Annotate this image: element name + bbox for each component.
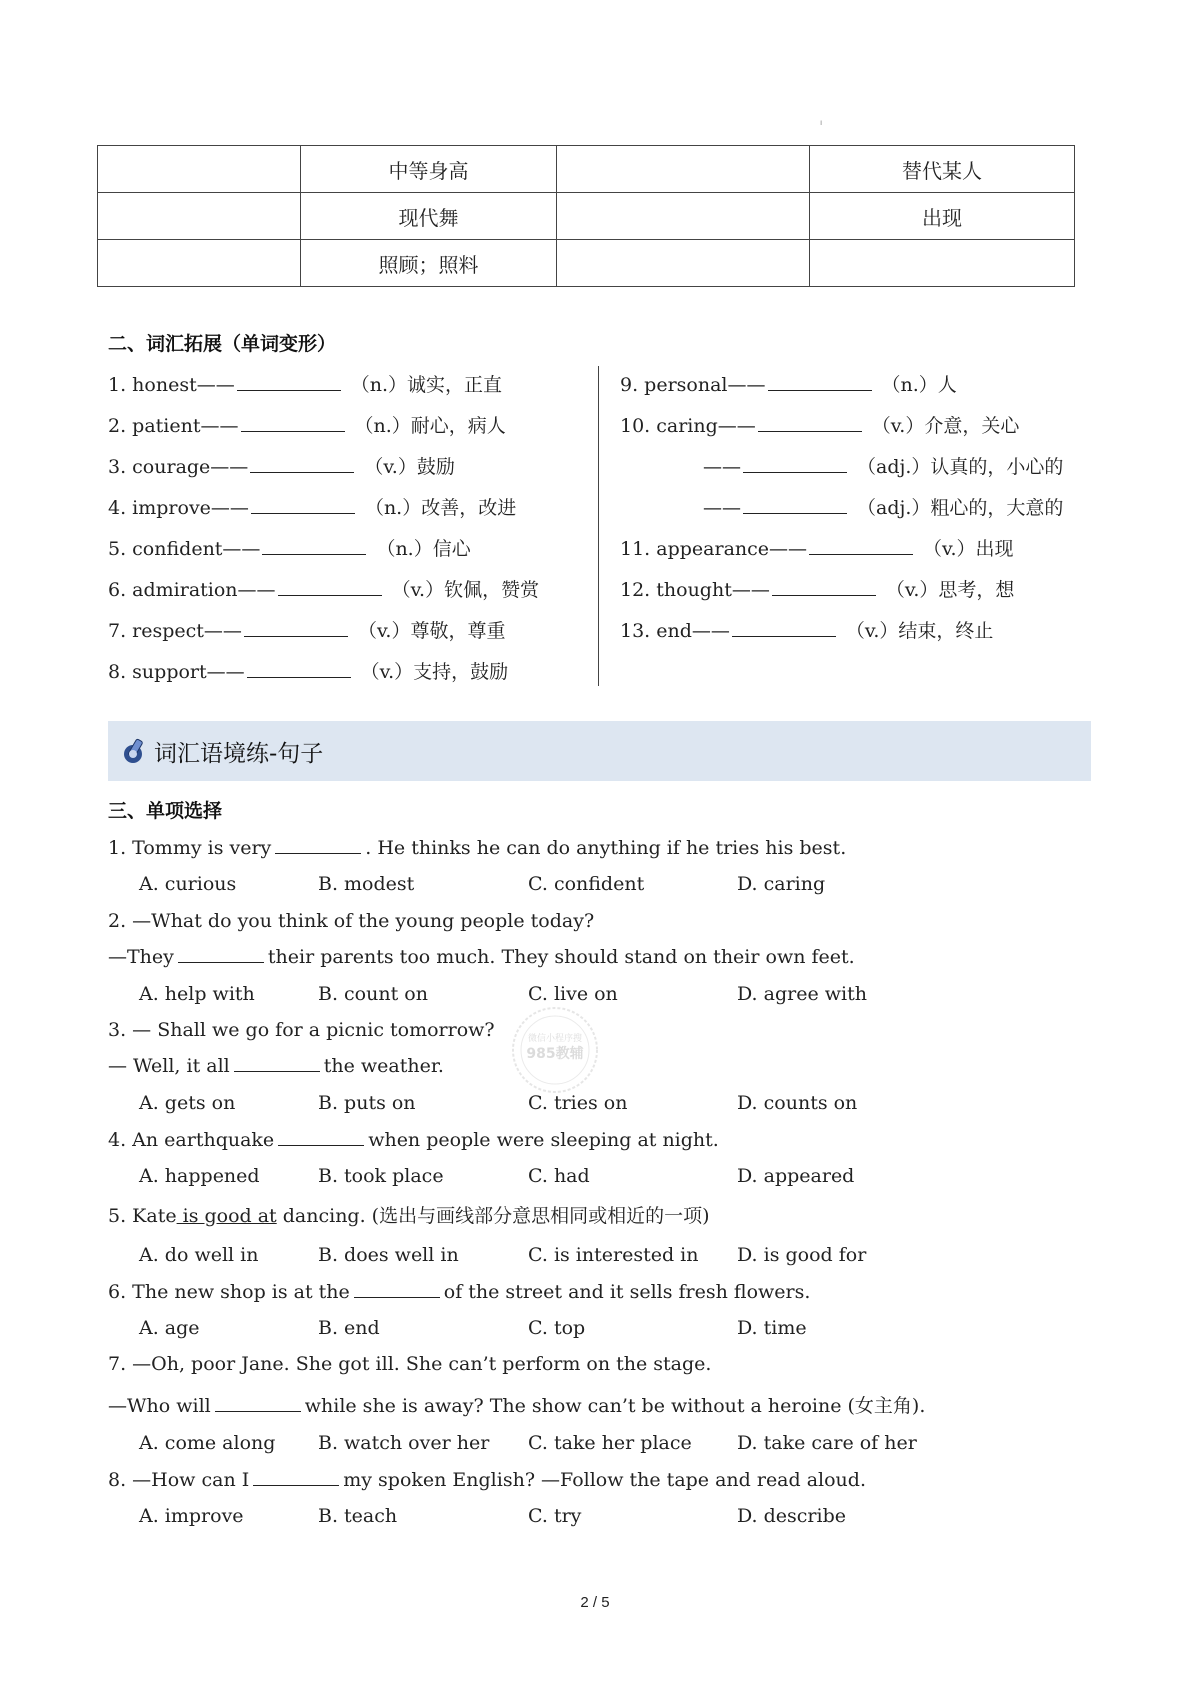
option-c[interactable]: C. confident <box>528 873 645 895</box>
question-7-line: 7. —Oh, poor Jane. She got ill. She can’t perform on the stage. <box>108 1353 712 1375</box>
watermark-seal <box>510 1005 600 1095</box>
option-d[interactable]: D. take care of her <box>737 1432 917 1454</box>
word-form-item <box>108 616 505 643</box>
word-form-gloss: （n.）信心 <box>376 538 471 560</box>
word-form-word: 12. thought—— <box>620 579 770 601</box>
option-c[interactable]: C. live on <box>528 983 618 1005</box>
word-form-gloss: （n.）改善，改进 <box>364 497 517 519</box>
table-cell <box>98 193 301 240</box>
word-form-item <box>108 452 455 479</box>
word-form-item <box>703 452 1063 479</box>
table-cell <box>98 146 301 193</box>
word-form-item <box>108 493 516 520</box>
section-title: 二、词汇拓展（单词变形） <box>108 333 337 355</box>
word-form-item <box>620 411 1019 438</box>
option-a[interactable]: A. do well in <box>139 1244 259 1266</box>
answer-blank[interactable] <box>743 454 847 473</box>
question-text: . He thinks he can do anything if he tries his best. <box>365 837 847 859</box>
question-2 <box>108 946 855 968</box>
word-form-gloss: （v.）支持，鼓励 <box>360 661 509 683</box>
word-form-word: 4. improve—— <box>108 497 249 519</box>
option-d[interactable]: D. describe <box>737 1505 846 1527</box>
option-c[interactable]: C. tries on <box>528 1092 628 1114</box>
word-form-word: 1. honest—— <box>108 374 235 396</box>
question-6 <box>108 1281 810 1303</box>
pencil-icon <box>122 737 148 765</box>
answer-blank[interactable] <box>241 413 345 432</box>
question-text: while she is away? The show can’t be without a heroine (女主角). <box>304 1395 926 1417</box>
question-text: my spoken English? —Follow the tape and read aloud. <box>343 1469 866 1491</box>
option-d[interactable]: D. time <box>737 1317 807 1339</box>
answer-blank[interactable] <box>247 659 351 678</box>
question-text: —They <box>108 946 174 968</box>
answer-blank[interactable] <box>278 1129 364 1146</box>
answer-blank[interactable] <box>244 618 348 637</box>
table-cell <box>98 240 301 287</box>
answer-blank[interactable] <box>732 618 836 637</box>
word-form-item <box>620 534 1014 561</box>
word-form-word: 9. personal—— <box>620 374 766 396</box>
word-form-word: 8. support—— <box>108 661 245 683</box>
question-text: dancing. (选出与画线部分意思相同或相近的一项) <box>276 1205 710 1227</box>
answer-blank[interactable] <box>250 454 354 473</box>
section-title: 三、单项选择 <box>108 800 223 822</box>
option-a[interactable]: A. help with <box>139 983 255 1005</box>
option-a[interactable]: A. happened <box>139 1165 260 1187</box>
word-form-gloss: （v.）鼓励 <box>364 456 455 478</box>
option-b[interactable]: B. teach <box>318 1505 398 1527</box>
table-cell <box>810 240 1075 287</box>
option-a[interactable]: A. gets on <box>139 1092 236 1114</box>
option-b[interactable]: B. end <box>318 1317 380 1339</box>
answer-blank[interactable] <box>275 837 361 854</box>
option-b[interactable]: B. count on <box>318 983 428 1005</box>
question-text: —Who will <box>108 1395 211 1417</box>
word-form-item <box>108 370 502 397</box>
option-a[interactable]: A. curious <box>139 873 237 895</box>
question-text: the weather. <box>323 1055 444 1077</box>
stray-mark: ı <box>820 118 823 127</box>
word-form-gloss: （n.）诚实，正直 <box>350 374 502 396</box>
table-cell <box>557 193 810 240</box>
option-b[interactable]: B. watch over her <box>318 1432 490 1454</box>
table-cell: 中等身高 <box>301 146 557 193</box>
word-form-gloss: （adj.）认真的，小心的 <box>857 456 1064 478</box>
vocab-table <box>97 145 1075 287</box>
option-a[interactable]: A. age <box>139 1317 200 1339</box>
question-3 <box>108 1055 444 1077</box>
table-cell: 照顾；照料 <box>301 240 557 287</box>
word-form-gloss: （v.）尊敬，尊重 <box>357 620 506 642</box>
option-a[interactable]: A. come along <box>139 1432 276 1454</box>
word-form-gloss: （v.）介意，关心 <box>871 415 1020 437</box>
page-number: 2 / 5 <box>580 1594 610 1611</box>
table-cell: 替代某人 <box>810 146 1075 193</box>
word-form-word: 3. courage—— <box>108 456 249 478</box>
table-cell: 现代舞 <box>301 193 557 240</box>
answer-blank[interactable] <box>234 1055 320 1072</box>
option-d[interactable]: D. counts on <box>737 1092 858 1114</box>
question-8 <box>108 1469 866 1491</box>
option-d[interactable]: D. appeared <box>737 1165 855 1187</box>
answer-blank[interactable] <box>743 495 847 514</box>
table-cell: 出现 <box>810 193 1075 240</box>
seal-text: 985教辅 <box>526 1046 584 1062</box>
option-c[interactable]: C. take her place <box>528 1432 692 1454</box>
word-form-gloss: （n.）人 <box>881 374 957 396</box>
option-b[interactable]: B. modest <box>318 873 415 895</box>
option-d[interactable]: D. is good for <box>737 1244 867 1266</box>
word-form-word: 7. respect—— <box>108 620 242 642</box>
answer-blank[interactable] <box>768 372 872 391</box>
question-5 <box>108 1201 710 1228</box>
option-c[interactable]: C. top <box>528 1317 586 1339</box>
underlined-phrase: is good at <box>176 1205 277 1227</box>
option-d[interactable]: D. agree with <box>737 983 867 1005</box>
question-4 <box>108 1129 719 1151</box>
table-row <box>98 193 1075 240</box>
word-form-word: 13. end—— <box>620 620 730 642</box>
word-form-item <box>108 657 508 684</box>
word-form-item <box>108 534 471 561</box>
table-row <box>98 240 1075 287</box>
option-b[interactable]: B. took place <box>318 1165 444 1187</box>
question-3-line: 3. — Shall we go for a picnic tomorrow? <box>108 1019 495 1041</box>
option-b[interactable]: B. puts on <box>318 1092 416 1114</box>
answer-blank[interactable] <box>354 1281 440 1298</box>
answer-blank[interactable] <box>178 946 264 963</box>
answer-blank[interactable] <box>237 372 341 391</box>
option-c[interactable]: C. had <box>528 1165 590 1187</box>
answer-blank[interactable] <box>253 1469 339 1486</box>
option-c[interactable]: C. try <box>528 1505 582 1527</box>
word-form-item <box>108 575 539 602</box>
table-row <box>98 146 1075 193</box>
answer-blank[interactable] <box>262 536 366 555</box>
option-d[interactable]: D. caring <box>737 873 826 895</box>
banner-title: 词汇语境练-句子 <box>154 741 324 767</box>
word-form-gloss: （v.）出现 <box>923 538 1014 560</box>
word-form-word: 6. admiration—— <box>108 579 276 601</box>
word-form-word: —— <box>703 497 741 519</box>
answer-blank[interactable] <box>215 1395 301 1412</box>
word-form-gloss: （v.）思考，想 <box>885 579 1015 601</box>
answer-blank[interactable] <box>809 536 913 555</box>
question-text: — Well, it all <box>108 1055 230 1077</box>
section-banner <box>108 721 1091 781</box>
word-form-item <box>703 493 1063 520</box>
word-form-item <box>620 616 993 643</box>
word-form-gloss: （adj.）粗心的，大意的 <box>857 497 1064 519</box>
word-form-word: 2. patient—— <box>108 415 239 437</box>
question-text: when people were sleeping at night. <box>368 1129 719 1151</box>
word-form-gloss: （n.）耐心，病人 <box>354 415 506 437</box>
question-text: 1. Tommy is very <box>108 837 272 859</box>
question-text: 6. The new shop is at the <box>108 1281 350 1303</box>
question-text: their parents too much. They should stand on their own feet. <box>267 946 855 968</box>
question-text: 4. An earthquake <box>108 1129 275 1151</box>
word-form-item <box>108 411 506 438</box>
answer-blank[interactable] <box>772 577 876 596</box>
answer-blank[interactable] <box>251 495 355 514</box>
word-form-word: 10. caring—— <box>620 415 756 437</box>
question-text: 8. —How can I <box>108 1469 250 1491</box>
word-form-gloss: （v.）结束，终止 <box>845 620 994 642</box>
question-7 <box>108 1391 925 1418</box>
word-form-gloss: （v.）钦佩，赞赏 <box>391 579 540 601</box>
question-1 <box>108 837 846 859</box>
table-cell <box>557 146 810 193</box>
option-b[interactable]: B. does well in <box>318 1244 459 1266</box>
answer-blank[interactable] <box>278 577 382 596</box>
option-a[interactable]: A. improve <box>139 1505 244 1527</box>
question-2-line: 2. —What do you think of the young people today? <box>108 910 595 932</box>
question-text: of the street and it sells fresh flowers. <box>443 1281 811 1303</box>
word-form-item <box>620 370 957 397</box>
word-form-word: 11. appearance—— <box>620 538 808 560</box>
question-text: 5. Kate <box>108 1205 177 1227</box>
seal-text: 微信小程序搜 <box>527 1034 583 1044</box>
table-cell <box>557 240 810 287</box>
column-divider <box>598 366 599 686</box>
word-form-word: —— <box>703 456 741 478</box>
word-form-word: 5. confident—— <box>108 538 261 560</box>
option-c[interactable]: C. is interested in <box>528 1244 699 1266</box>
word-form-item <box>620 575 1014 602</box>
answer-blank[interactable] <box>758 413 862 432</box>
